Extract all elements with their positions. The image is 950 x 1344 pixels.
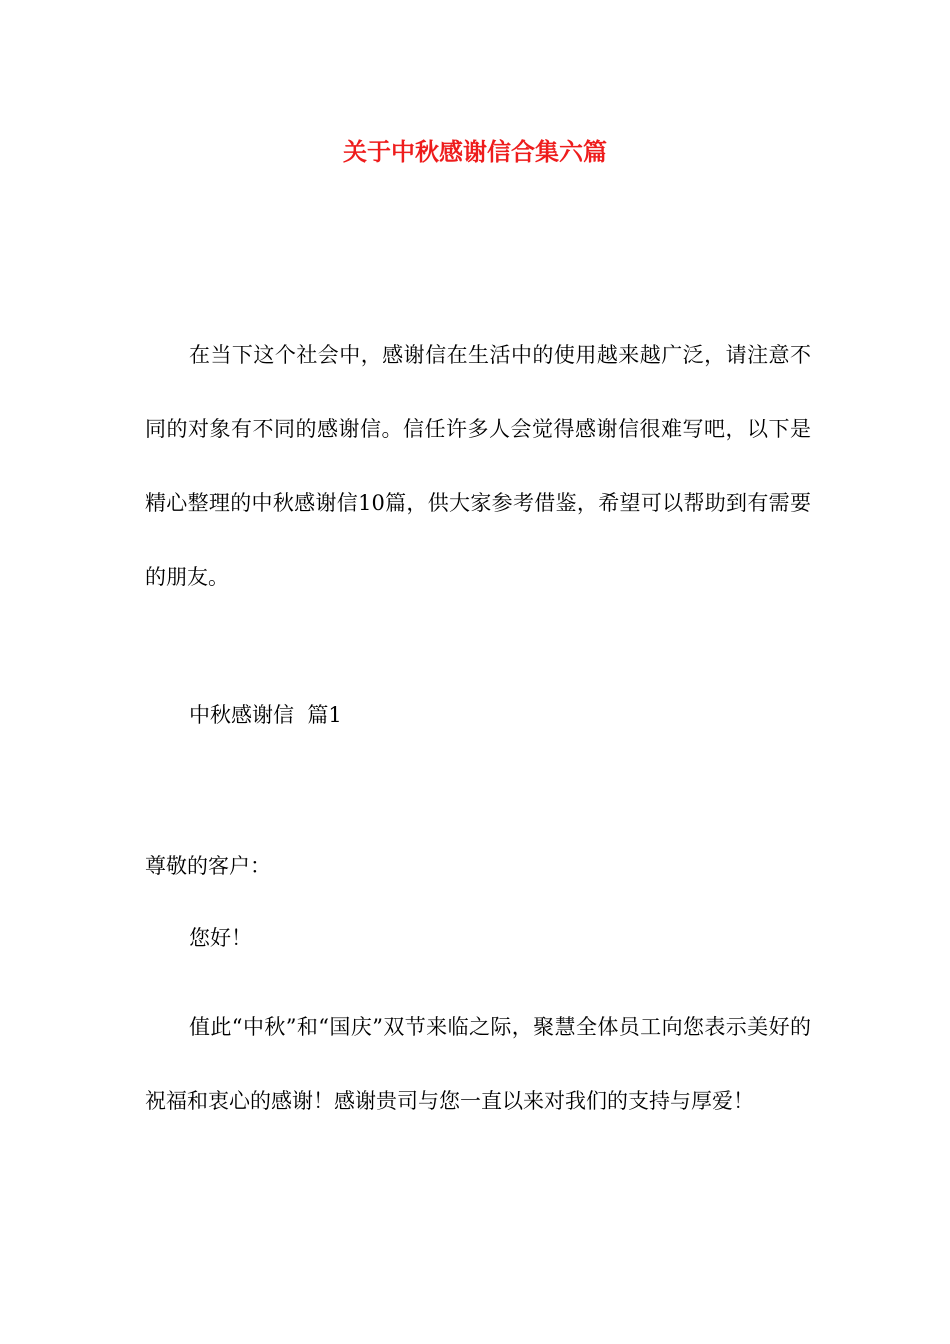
- body-paragraph: 值此“中秋”和“国庆”双节来临之际，聚慧全体员工向您表示美好的祝福和衷心的感谢！感谢贵司与您一直以来对我们的支持与厚爱！: [145, 1015, 811, 1113]
- section-heading: 中秋感谢信 篇1: [189, 703, 342, 727]
- salutation: 尊敬的客户：: [145, 854, 271, 878]
- intro-paragraph: 在当下这个社会中，感谢信在生活中的使用越来越广泛，请注意不同的对象有不同的感谢信。信任许多人会觉得感谢信很难写吧，以下是精心整理的中秋感谢信10篇，供大家参考借鉴，希望可以帮助到有需要的朋友。: [145, 343, 811, 589]
- greeting: 您好！: [189, 926, 252, 950]
- document-title: 关于中秋感谢信合集六篇: [343, 137, 607, 166]
